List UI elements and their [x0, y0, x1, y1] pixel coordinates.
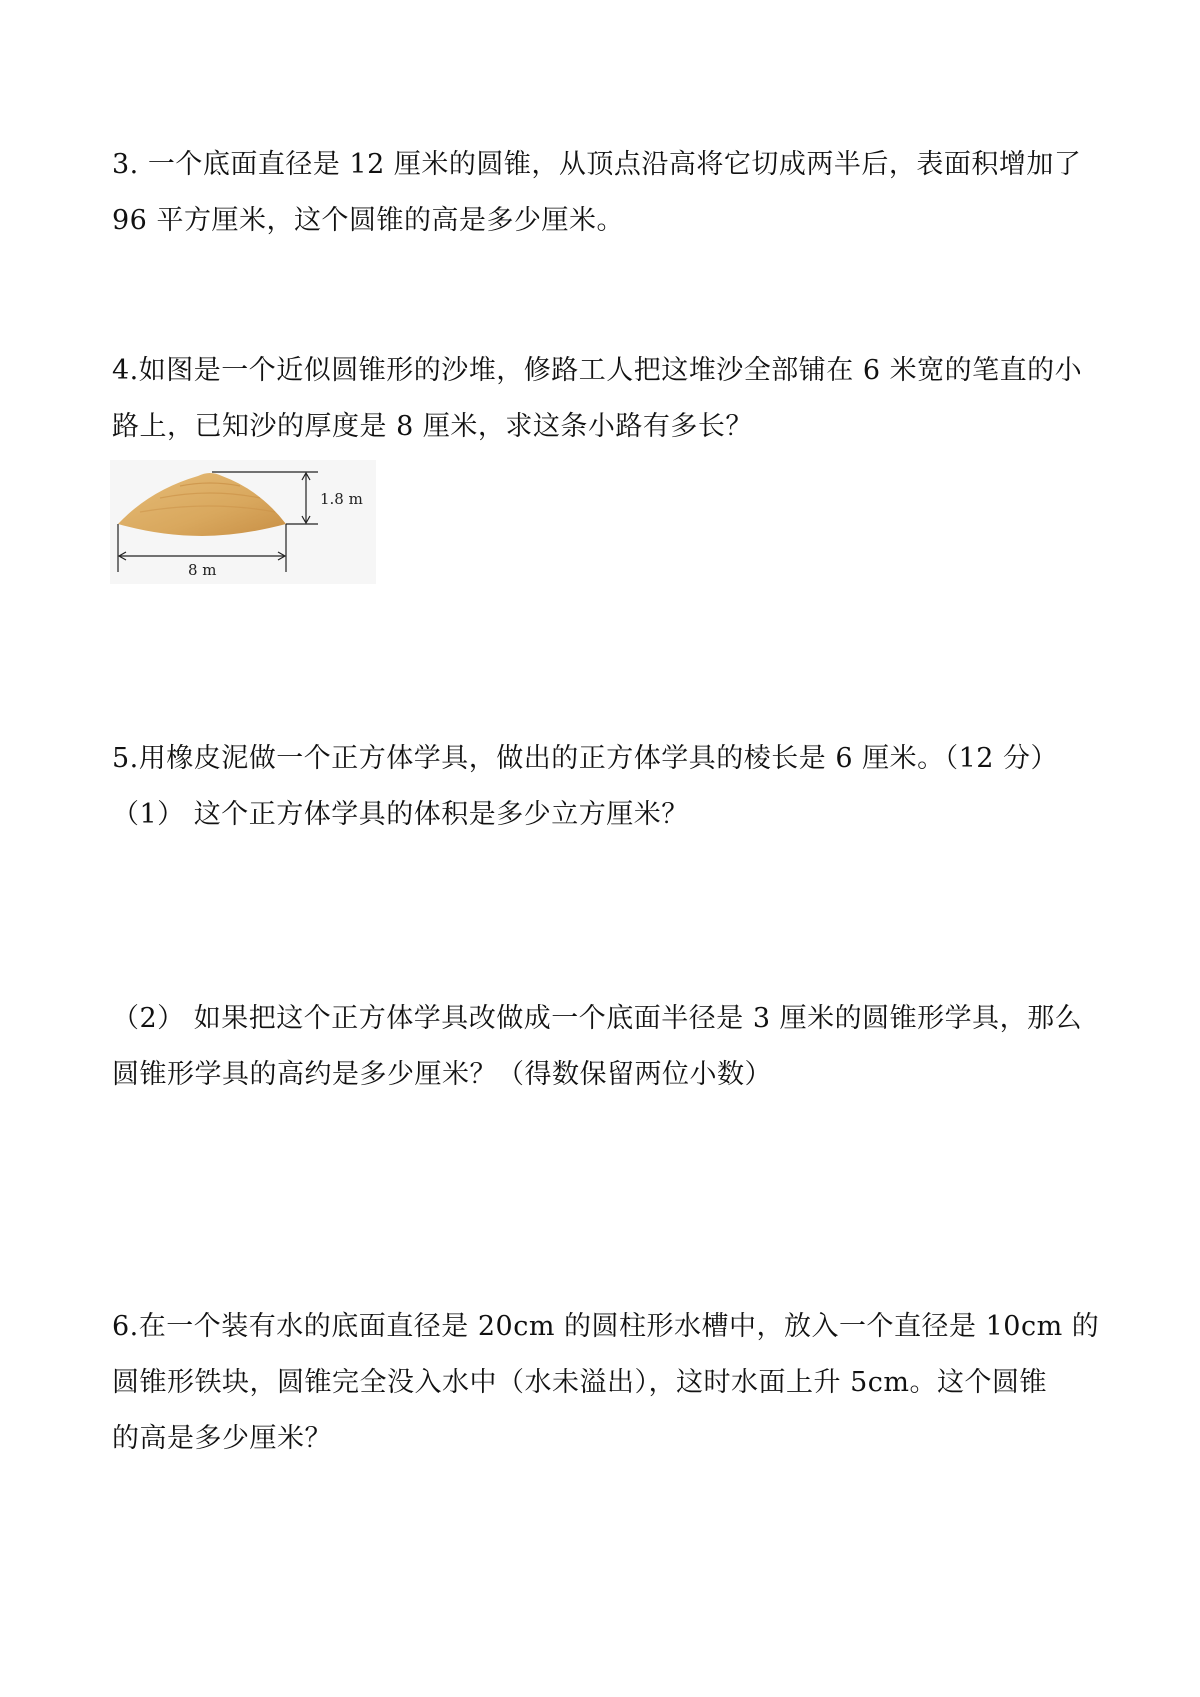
question-5-part-1: （1） 这个正方体学具的体积是多少立方厘米？ — [112, 799, 689, 830]
sand-pile-diagram — [110, 460, 376, 584]
height-label: 1.8 m — [320, 490, 363, 508]
sand-pile-figure — [110, 460, 376, 584]
diameter-label: 8 m — [188, 561, 217, 579]
question-6-line-1: 6.在一个装有水的底面直径是 20cm 的圆柱形水槽中，放入一个直径是 10cm 的 — [112, 1311, 1100, 1342]
question-6-line-2: 圆锥形铁块，圆锥完全没入水中（水未溢出），这时水面上升 5cm。这个圆锥 — [112, 1367, 1047, 1398]
question-5-part-2-line-1: （2） 如果把这个正方体学具改做成一个底面半径是 3 厘米的圆锥形学具，那么 — [112, 1003, 1083, 1034]
question-3-line-1: 3. 一个底面直径是 12 厘米的圆锥，从顶点沿高将它切成两半后，表面积增加了 — [112, 149, 1082, 180]
question-5-line-1: 5.用橡皮泥做一个正方体学具，做出的正方体学具的棱长是 6 厘米。（12 分） — [112, 743, 1059, 774]
question-3-line-2: 96 平方厘米，这个圆锥的高是多少厘米。 — [112, 205, 624, 236]
question-4-line-2: 路上，已知沙的厚度是 8 厘米，求这条小路有多长？ — [112, 411, 753, 442]
question-6-line-3: 的高是多少厘米？ — [112, 1423, 332, 1454]
question-5-part-2-line-2: 圆锥形学具的高约是多少厘米？（得数保留两位小数） — [112, 1059, 772, 1090]
question-4-line-1: 4.如图是一个近似圆锥形的沙堆，修路工人把这堆沙全部铺在 6 米宽的笔直的小 — [112, 355, 1083, 386]
